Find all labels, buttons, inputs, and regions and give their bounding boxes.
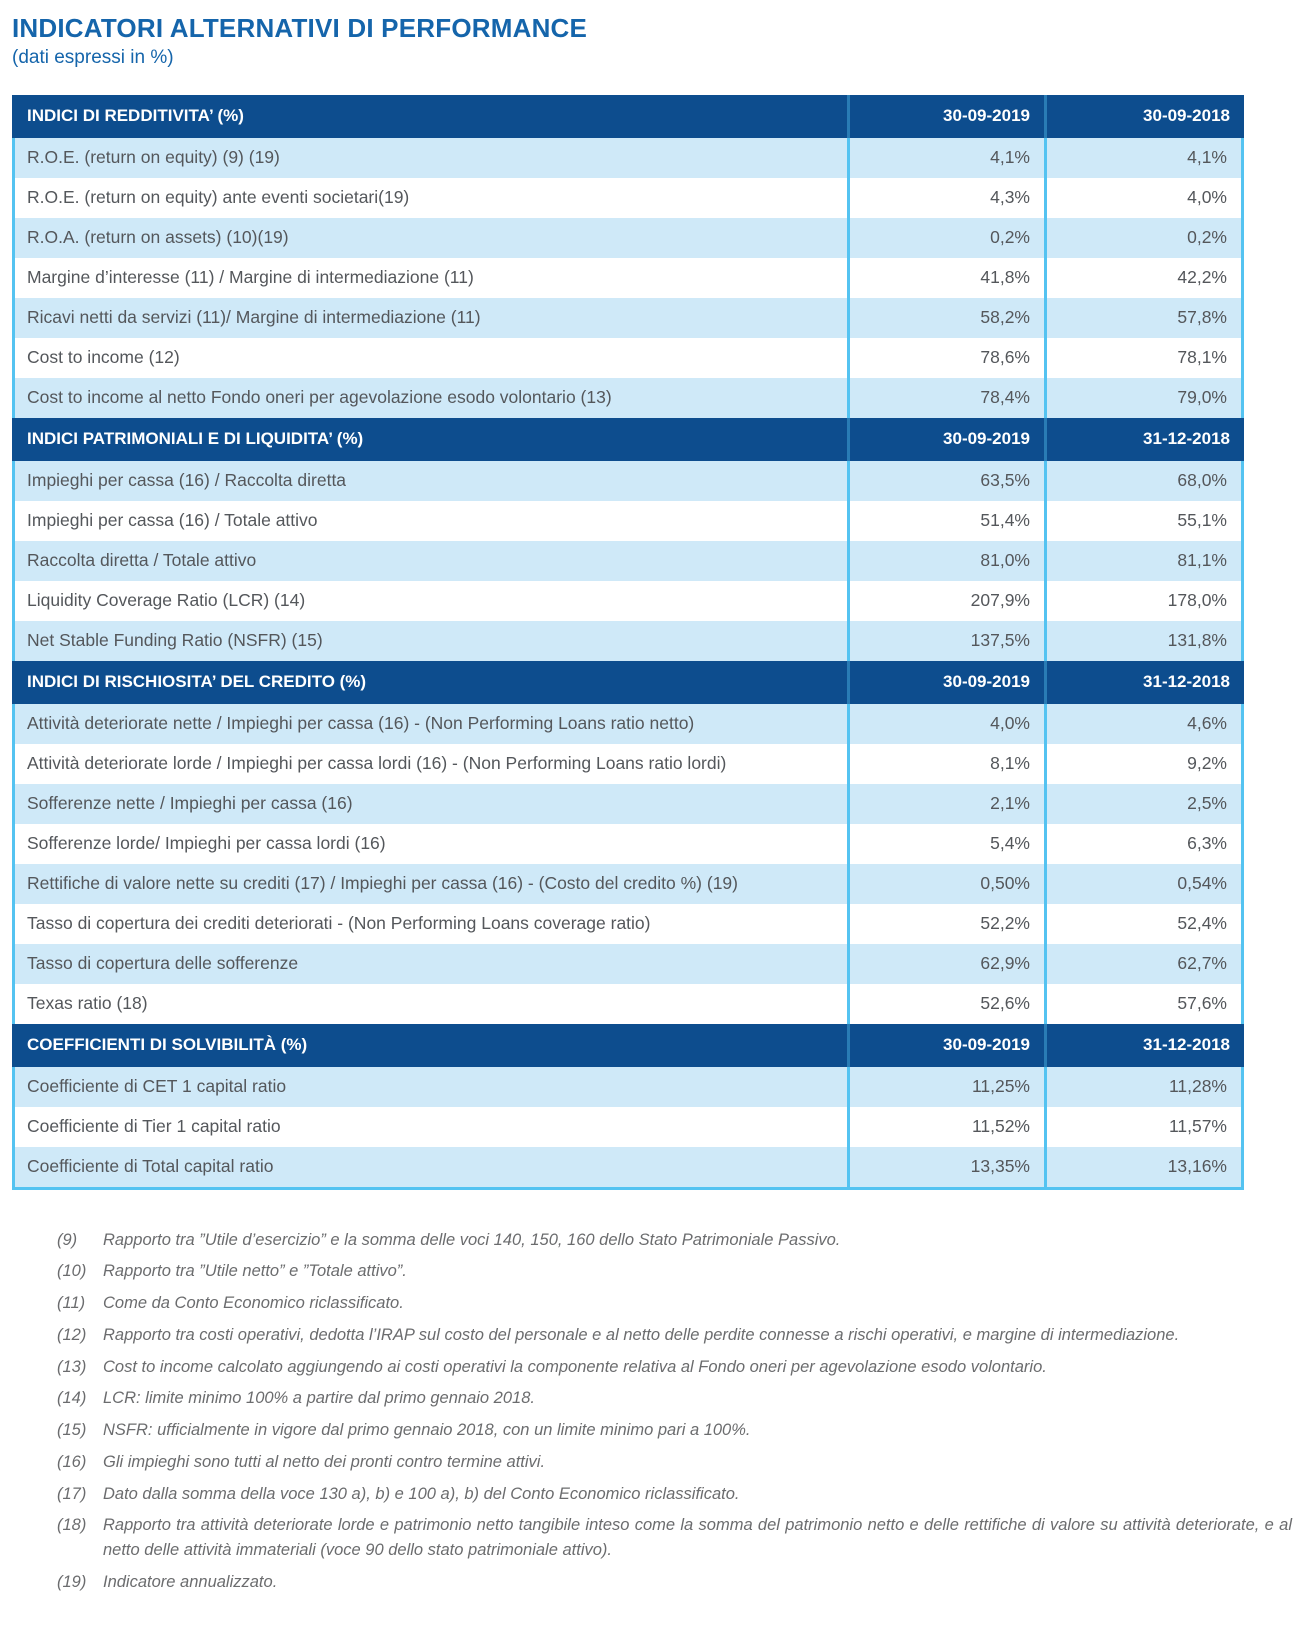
column-header-date-2: 30-09-2018 [1143,106,1230,126]
footnote-item [57,1418,1292,1443]
table-row [12,218,1244,258]
footnote-number: (18) [57,1516,87,1535]
table-row [12,581,1244,621]
section-header-title: COEFFICIENTI DI SOLVIBILITÀ (%) [12,1024,850,1067]
row-value-1: 2,1% [850,784,1047,824]
footnote-number: (12) [57,1325,87,1344]
row-value-2: 42,2% [1177,267,1227,288]
section-header [12,1024,1244,1067]
footnote-text: Rapporto tra costi operativi, dedotta l’IRAP sul costo del personale e al netto delle perdite connesse a rischi operativi, e margine di intermediazione. [103,1325,1180,1344]
row-label: Attività deteriorate nette / Impieghi per cassa (16) - (Non Performing Loans ratio netto) [15,704,850,744]
table-row [12,378,1244,418]
row-label: Ricavi netti da servizi (11)/ Margine di intermediazione (11) [15,298,850,338]
table-row [12,864,1244,904]
footnote-text: NSFR: ufficialmente in vigore dal primo gennaio 2018, con un limite minimo pari a 100%. [103,1421,751,1440]
column-header-date-1: 30-09-2019 [850,418,1047,461]
footnote-item [57,1386,1292,1411]
row-value-1: 13,35% [850,1147,1047,1187]
row-value-1: 5,4% [850,824,1047,864]
row-label: Coefficiente di CET 1 capital ratio [15,1067,850,1107]
row-value-1: 0,2% [850,218,1047,258]
row-value-1: 81,0% [850,541,1047,581]
footnote-text: Cost to income calcolato aggiungendo ai costi operativi la componente relativa al Fondo oneri per agevolazione esodo volontario. [103,1357,1047,1376]
column-header-date-2: 31-12-2018 [1143,1035,1230,1055]
row-value-2: 178,0% [1167,590,1227,611]
row-value-1: 137,5% [850,621,1047,661]
row-label: Coefficiente di Tier 1 capital ratio [15,1107,850,1147]
footnote-item [57,1513,1292,1563]
row-value-1: 78,4% [850,378,1047,418]
table-row [12,784,1244,824]
row-value-2: 57,6% [1177,993,1227,1014]
footnote-number: (9) [57,1230,78,1249]
row-value-1: 52,2% [850,904,1047,944]
row-label: R.O.E. (return on equity) (9) (19) [15,138,850,178]
row-label: Sofferenze lorde/ Impieghi per cassa lordi (16) [15,824,850,864]
row-value-2: 52,4% [1177,913,1227,934]
table-row [12,704,1244,744]
row-value-2: 57,8% [1177,307,1227,328]
row-label: Cost to income (12) [15,338,850,378]
footnote-text: Indicatore annualizzato. [103,1572,278,1591]
table-row [12,178,1244,218]
footnotes [57,1228,1292,1595]
footnote-number: (19) [57,1572,87,1591]
column-header-date-2: 31-12-2018 [1143,429,1230,449]
row-value-2: 4,1% [1187,147,1227,168]
footnote-number: (14) [57,1389,87,1408]
section-header [12,418,1244,461]
footnote-text: Gli impieghi sono tutti al netto dei pronti contro termine attivi. [103,1452,546,1471]
column-header-date-1: 30-09-2019 [850,95,1047,138]
row-value-1: 207,9% [850,581,1047,621]
row-value-1: 4,1% [850,138,1047,178]
row-value-2: 2,5% [1187,793,1227,814]
row-label: Tasso di copertura dei crediti deteriorati - (Non Performing Loans coverage ratio) [15,904,850,944]
table-row [12,744,1244,784]
row-value-1: 8,1% [850,744,1047,784]
row-value-1: 52,6% [850,984,1047,1024]
footnote-number: (10) [57,1262,87,1281]
footnote-number: (16) [57,1452,87,1471]
row-value-2: 55,1% [1177,510,1227,531]
footnote-item [57,1450,1292,1475]
section-header [12,661,1244,704]
row-label: R.O.A. (return on assets) (10)(19) [15,218,850,258]
table-row [12,258,1244,298]
row-value-1: 62,9% [850,944,1047,984]
row-label: Attività deteriorate lorde / Impieghi per cassa lordi (16) - (Non Performing Loans ratio lordi) [15,744,850,784]
column-header-date-1: 30-09-2019 [850,1024,1047,1067]
row-label: Liquidity Coverage Ratio (LCR) (14) [15,581,850,621]
row-value-2: 4,0% [1187,187,1227,208]
row-value-2: 81,1% [1177,550,1227,571]
table-row [12,541,1244,581]
row-value-2: 6,3% [1187,833,1227,854]
apm-table [12,95,1244,1190]
row-label: Raccolta diretta / Totale attivo [15,541,850,581]
table-row [12,501,1244,541]
footnote-text: Rapporto tra ”Utile netto” e ”Totale attivo”. [103,1262,407,1281]
table-row [12,944,1244,984]
footnote-number: (13) [57,1357,87,1376]
row-value-1: 0,50% [850,864,1047,904]
table-row [12,298,1244,338]
row-value-2: 4,6% [1187,713,1227,734]
row-value-1: 41,8% [850,258,1047,298]
footnote-item [57,1291,1292,1316]
row-value-1: 4,0% [850,704,1047,744]
footnote-number: (17) [57,1484,87,1503]
row-label: Rettifiche di valore nette su crediti (17) / Impieghi per cassa (16) - (Costo del credito %) (19) [15,864,850,904]
table-row [12,1107,1244,1147]
row-value-2: 11,57% [1168,1116,1227,1137]
table-row [12,1147,1244,1187]
table-row [12,1067,1244,1107]
section-header-title: INDICI DI RISCHIOSITA’ DEL CREDITO (%) [12,661,850,704]
page-subtitle: (dati espressi in %) [12,46,174,68]
row-label: Impieghi per cassa (16) / Raccolta diretta [15,461,850,501]
row-value-1: 11,25% [850,1067,1047,1107]
row-value-2: 13,16% [1167,1156,1227,1177]
row-label: Margine d’interesse (11) / Margine di intermediazione (11) [15,258,850,298]
row-label: Impieghi per cassa (16) / Totale attivo [15,501,850,541]
row-label: R.O.E. (return on equity) ante eventi societari(19) [15,178,850,218]
row-label: Sofferenze nette / Impieghi per cassa (16) [15,784,850,824]
row-value-2: 62,7% [1177,953,1227,974]
row-value-2: 79,0% [1177,387,1227,408]
table-row [12,338,1244,378]
row-value-2: 11,28% [1168,1076,1227,1097]
table-row [12,824,1244,864]
row-value-1: 4,3% [850,178,1047,218]
section-header [12,95,1244,138]
footnote-number: (15) [57,1421,87,1440]
row-label: Tasso di copertura delle sofferenze [15,944,850,984]
footnote-item [57,1228,1292,1253]
footnote-number: (11) [57,1294,86,1313]
row-value-1: 78,6% [850,338,1047,378]
row-value-1: 63,5% [850,461,1047,501]
footnote-item [57,1355,1292,1380]
row-label: Texas ratio (18) [15,984,850,1024]
column-header-date-2: 31-12-2018 [1143,672,1230,692]
row-value-2: 68,0% [1177,470,1227,491]
row-value-1: 51,4% [850,501,1047,541]
footnote-item [57,1323,1292,1348]
row-value-2: 9,2% [1187,753,1227,774]
footnote-text: Rapporto tra ”Utile d’esercizio” e la somma delle voci 140, 150, 160 dello Stato Patrimoniale Passivo. [103,1230,841,1249]
section-header-title: INDICI DI REDDITIVITA’ (%) [12,95,850,138]
row-value-2: 0,2% [1187,227,1227,248]
table-row [12,621,1244,661]
page-title: INDICATORI ALTERNATIVI DI PERFORMANCE [12,13,588,43]
footnote-text: Come da Conto Economico riclassificato. [103,1294,404,1313]
footnote-text: Dato dalla somma della voce 130 a), b) e 100 a), b) del Conto Economico riclassificato. [103,1484,740,1503]
section-header-title: INDICI PATRIMONIALI E DI LIQUIDITA’ (%) [12,418,850,461]
footnote-text: LCR: limite minimo 100% a partire dal primo gennaio 2018. [103,1389,535,1408]
table-row [12,984,1244,1024]
footnote-item [57,1570,1292,1595]
footnote-text: Rapporto tra attività deteriorate lorde e patrimonio netto tangibile inteso come la somma del patrimonio netto e delle rettifiche di valore su attività deteriorate, e al netto delle attività immateriali (voce 90 dello stato patrimoniale attivo). [103,1516,1292,1560]
footnote-item [57,1259,1292,1284]
row-label: Net Stable Funding Ratio (NSFR) (15) [15,621,850,661]
row-value-2: 0,54% [1177,873,1227,894]
row-label: Coefficiente di Total capital ratio [15,1147,850,1187]
row-label: Cost to income al netto Fondo oneri per agevolazione esodo volontario (13) [15,378,850,418]
footnote-item [57,1482,1292,1507]
table-row [12,904,1244,944]
row-value-1: 58,2% [850,298,1047,338]
row-value-1: 11,52% [850,1107,1047,1147]
column-header-date-1: 30-09-2019 [850,661,1047,704]
row-value-2: 78,1% [1177,347,1227,368]
row-value-2: 131,8% [1167,630,1227,651]
table-row [12,138,1244,178]
table-row [12,461,1244,501]
